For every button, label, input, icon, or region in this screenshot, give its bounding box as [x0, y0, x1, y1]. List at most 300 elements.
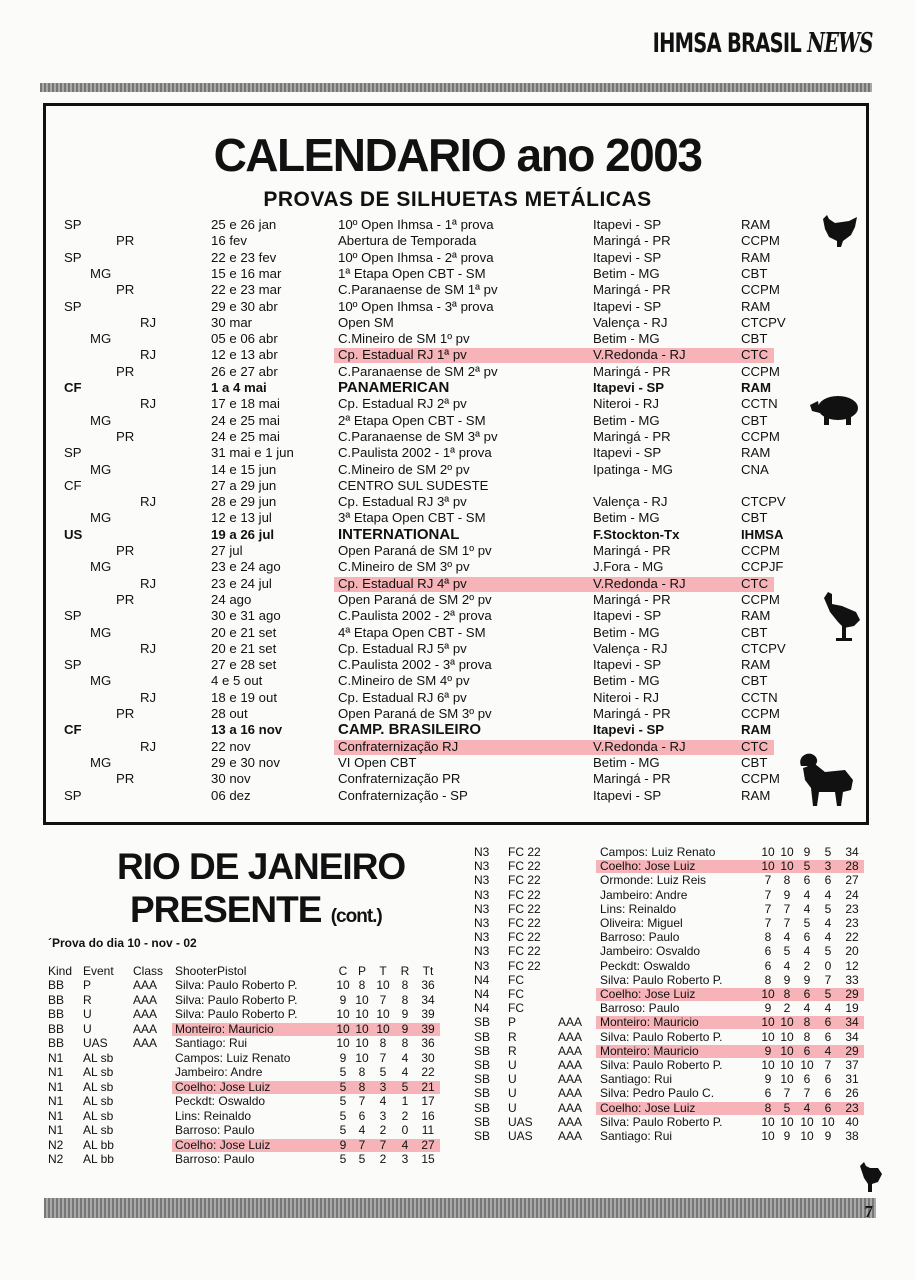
- result-event: FC 22: [508, 845, 541, 859]
- result-c: 10: [336, 1021, 350, 1036]
- result-kind: SB: [474, 1029, 491, 1044]
- calendar-date: 29 e 30 nov: [211, 754, 280, 770]
- result-row: [474, 959, 894, 974]
- result-tt: 36: [421, 1036, 435, 1050]
- result-t: 2: [379, 1123, 387, 1137]
- result-event: UAS: [508, 1114, 533, 1129]
- result-r: 6: [824, 873, 832, 888]
- calendar-event: 3ª Etapa Open CBT - SM: [338, 510, 486, 526]
- calendar-club: IHMSA: [741, 526, 784, 542]
- result-row: [474, 944, 894, 959]
- result-shooter: Oliveira: Miguel: [600, 916, 683, 930]
- result-r: 4: [401, 1065, 409, 1079]
- result-c: 7: [764, 873, 772, 888]
- calendar-location: Itapevi - SP: [593, 787, 662, 803]
- result-tt: 28: [845, 859, 859, 874]
- result-shooter: Coelho: Jose Luiz: [175, 1079, 271, 1094]
- calendar-club: CNA: [741, 461, 769, 477]
- result-row: [474, 1101, 894, 1116]
- calendar-event: Open SM: [338, 314, 394, 330]
- result-p: 7: [358, 1094, 366, 1108]
- result-shooter: Lins: Reinaldo: [175, 1108, 252, 1123]
- result-shooter: Ormonde: Luiz Reis: [600, 873, 707, 888]
- calendar-event: C.Paulista 2002 - 3ª prova: [338, 657, 492, 673]
- calendar-date: 30 nov: [211, 771, 251, 787]
- result-r: 6: [824, 1086, 832, 1101]
- result-event: AL sb: [83, 1108, 114, 1123]
- calendar-state: SP: [64, 608, 82, 624]
- calendar-date: 18 e 19 out: [211, 689, 277, 705]
- calendar-club: RAM: [741, 249, 771, 265]
- result-kind: SB: [474, 1015, 491, 1030]
- result-shooter: Lins: Reinaldo: [600, 901, 677, 916]
- result-t: 3: [379, 1108, 387, 1123]
- calendar-state: SP: [64, 787, 82, 803]
- result-r: 5: [824, 901, 832, 916]
- result-shooter: Silva: Pedro Paulo C.: [600, 1086, 715, 1101]
- calendar-state: RJ: [140, 396, 157, 412]
- result-r: 2: [401, 1108, 409, 1123]
- calendar-row: [48, 673, 858, 689]
- calendar-location: Itapevi - SP: [593, 298, 662, 314]
- result-tt: 12: [845, 958, 859, 973]
- calendar-club: CCPM: [741, 706, 780, 721]
- calendar-location: V.Redonda - RJ: [593, 575, 686, 591]
- result-c: 7: [764, 901, 772, 916]
- result-t: 6: [803, 1072, 811, 1087]
- result-row: [48, 1051, 468, 1066]
- calendar-row: [48, 771, 858, 787]
- calendar-row: [48, 543, 858, 559]
- result-r: 3: [824, 859, 832, 874]
- calendar-state: RJ: [140, 494, 157, 510]
- result-row: [474, 1015, 894, 1030]
- result-p: 10: [780, 1015, 794, 1030]
- calendar-club: CTCPV: [741, 640, 786, 656]
- result-tt: 38: [845, 1129, 859, 1143]
- result-event: FC 22: [508, 887, 541, 902]
- calendar-date: 28 e 29 jun: [211, 494, 277, 510]
- result-t: 3: [379, 1079, 387, 1094]
- calendar-row: [48, 364, 858, 380]
- calendar-date: 23 e 24 ago: [211, 559, 281, 575]
- calendar-row: [48, 217, 858, 233]
- calendar-row: [48, 706, 858, 722]
- calendar-state: MG: [90, 265, 112, 281]
- result-r: 4: [824, 930, 832, 945]
- calendar-event: Open Paraná de SM 2º pv: [338, 591, 492, 607]
- result-c: 10: [761, 1029, 775, 1044]
- result-event: FC: [508, 972, 524, 987]
- result-c: 8: [764, 1100, 772, 1115]
- calendar-date: 31 mai e 1 jun: [211, 445, 294, 461]
- result-p: 10: [780, 859, 794, 874]
- calendar-location: Betim - MG: [593, 510, 660, 526]
- result-c: 5: [339, 1152, 347, 1166]
- result-shooter: Jambeiro: Andre: [600, 887, 688, 902]
- masthead: [653, 28, 873, 59]
- result-kind: N1: [48, 1094, 64, 1108]
- calendar-state: MG: [90, 412, 112, 428]
- result-t: 4: [803, 887, 811, 902]
- calendar-club: CCPM: [741, 591, 780, 607]
- result-c: 10: [336, 978, 350, 992]
- header-class: Class: [133, 964, 164, 978]
- calendar-event: C.Paulista 2002 - 2ª prova: [338, 608, 492, 624]
- result-p: 8: [358, 1065, 366, 1079]
- result-t: 2: [803, 958, 811, 973]
- calendar-event: C.Mineiro de SM 4º pv: [338, 673, 470, 689]
- rio-title-presente: PRESENTE: [130, 889, 322, 930]
- calendar-state: CF: [64, 477, 82, 493]
- result-c: 10: [761, 1015, 775, 1030]
- calendar-row: [48, 315, 858, 331]
- result-r: 1: [401, 1094, 409, 1108]
- result-r: 8: [401, 978, 409, 992]
- calendar-row: [48, 657, 858, 673]
- result-row: [48, 1065, 468, 1080]
- header-t: T: [379, 964, 387, 978]
- result-shooter: Barroso: Paulo: [600, 930, 680, 945]
- calendar-state: SP: [64, 445, 82, 461]
- result-row: [474, 987, 894, 1002]
- calendar-event: 10º Open Ihmsa - 2ª prova: [338, 249, 494, 265]
- result-event: U: [83, 1007, 92, 1021]
- result-kind: BB: [48, 1007, 65, 1021]
- calendar-row: [48, 625, 858, 641]
- result-t: 7: [379, 992, 387, 1007]
- result-r: 5: [824, 987, 832, 1001]
- calendar-location: Betim - MG: [593, 412, 660, 428]
- result-r: 4: [824, 887, 832, 902]
- result-kind: N1: [48, 1123, 64, 1137]
- calendar-event: Confraternização PR: [338, 771, 461, 787]
- calendar-state: PR: [116, 428, 135, 444]
- result-t: 4: [803, 944, 811, 959]
- result-r: 9: [401, 1007, 409, 1021]
- result-p: 7: [783, 901, 791, 916]
- calendar-location: Betim - MG: [593, 624, 660, 640]
- result-p: 7: [783, 916, 791, 930]
- result-shooter: Santiago: Rui: [600, 1129, 673, 1143]
- calendar-date: 30 e 31 ago: [211, 608, 281, 624]
- turkey-silhouette-icon: [818, 588, 864, 642]
- calendar-row: [48, 233, 858, 249]
- calendar-row: [48, 413, 858, 429]
- header-shooter: ShooterPistol: [175, 964, 247, 978]
- result-kind: BB: [48, 992, 65, 1007]
- result-kind: N4: [474, 1001, 490, 1016]
- result-row: [474, 1072, 894, 1087]
- calendar-date: 29 e 30 abr: [211, 298, 278, 314]
- result-class: AAA: [558, 1072, 583, 1087]
- calendar-date: 24 e 25 mai: [211, 412, 280, 428]
- result-kind: N3: [474, 845, 490, 859]
- result-tt: 39: [421, 1007, 435, 1021]
- result-row: [474, 888, 894, 903]
- calendar-location: Maringá - PR: [593, 543, 671, 558]
- calendar-location: F.Stockton-Tx: [593, 526, 680, 542]
- result-c: 9: [339, 1050, 347, 1065]
- result-tt: 34: [845, 1029, 859, 1044]
- result-t: 7: [379, 1137, 387, 1152]
- chicken-silhouette-icon: [815, 213, 859, 249]
- result-row: [48, 1152, 468, 1167]
- result-kind: N1: [48, 1079, 64, 1094]
- calendar-club: CTC: [741, 738, 769, 754]
- result-p: 10: [780, 1029, 794, 1044]
- result-kind: N2: [48, 1137, 64, 1152]
- result-p: 10: [780, 1072, 794, 1087]
- result-t: 6: [803, 987, 811, 1001]
- calendar-club: CBT: [741, 265, 768, 281]
- calendar-date: 4 e 5 out: [211, 673, 263, 689]
- result-r: 4: [401, 1137, 409, 1152]
- result-tt: 23: [845, 916, 859, 930]
- result-t: 9: [803, 845, 811, 859]
- result-tt: 40: [845, 1114, 859, 1129]
- result-c: 6: [764, 1086, 772, 1101]
- result-kind: N3: [474, 859, 490, 874]
- result-class: AAA: [558, 1015, 583, 1030]
- result-t: 10: [376, 1007, 390, 1021]
- calendar-location: Itapevi - SP: [593, 380, 665, 395]
- result-row: [48, 1036, 468, 1051]
- calendar-date: 1 a 4 mai: [211, 380, 267, 395]
- calendar-event: C.Paranaense de SM 2ª pv: [338, 363, 498, 379]
- result-shooter: Coelho: Jose Luiz: [600, 987, 696, 1001]
- calendar-event: C.Mineiro de SM 1º pv: [338, 331, 470, 347]
- calendar-date: 24 ago: [211, 591, 252, 607]
- result-t: 10: [800, 1129, 814, 1143]
- result-c: 9: [764, 1043, 772, 1058]
- calendar-row: [48, 266, 858, 282]
- result-row: [474, 1058, 894, 1073]
- result-t: 5: [803, 859, 811, 874]
- calendar-state: RJ: [140, 689, 157, 705]
- calendar-state: MG: [90, 331, 112, 347]
- header-p: P: [357, 964, 366, 978]
- result-c: 7: [764, 916, 772, 930]
- calendar-state: PR: [116, 591, 135, 607]
- calendar-date: 19 a 26 jul: [211, 526, 275, 542]
- result-p: 5: [358, 1152, 366, 1166]
- calendar-state: RJ: [140, 738, 157, 754]
- calendar-club: RAM: [741, 445, 771, 461]
- calendar-location: Itapevi - SP: [593, 722, 665, 738]
- result-t: 8: [379, 1036, 387, 1050]
- result-shooter: Silva: Paulo Roberto P.: [600, 1114, 723, 1129]
- result-row: [474, 845, 894, 860]
- result-class: AAA: [558, 1029, 583, 1044]
- calendar-event: 1ª Etapa Open CBT - SM: [338, 265, 486, 281]
- calendar-club: RAM: [741, 380, 772, 395]
- result-kind: SB: [474, 1072, 491, 1087]
- result-c: 9: [339, 1137, 347, 1152]
- calendar-club: CTC: [741, 347, 769, 363]
- result-row: [474, 973, 894, 988]
- calendar-date: 13 a 16 nov: [211, 722, 283, 738]
- result-event: FC 22: [508, 930, 541, 945]
- result-tt: 22: [845, 930, 859, 945]
- result-t: 2: [379, 1152, 387, 1166]
- result-tt: 30: [421, 1050, 435, 1065]
- calendar-location: Valença - RJ: [593, 640, 668, 656]
- calendar-date: 30 mar: [211, 314, 253, 330]
- calendar-event: Abertura de Temporada: [338, 233, 477, 249]
- result-c: 5: [339, 1065, 347, 1079]
- calendar-state: MG: [90, 624, 112, 640]
- calendar-club: CCPM: [741, 428, 780, 444]
- calendar-event: C.Paranaense de SM 3ª pv: [338, 428, 498, 444]
- result-p: 8: [358, 1079, 366, 1094]
- calendar-event: Cp. Estadual RJ 6ª pv: [338, 689, 467, 705]
- result-t: 7: [803, 1086, 811, 1101]
- result-row: [474, 1129, 894, 1144]
- result-r: 5: [401, 1079, 409, 1094]
- result-c: 6: [764, 944, 772, 959]
- result-c: 6: [764, 958, 772, 973]
- calendar-state: RJ: [140, 640, 157, 656]
- result-shooter: Jambeiro: Osvaldo: [600, 944, 701, 959]
- result-r: 4: [824, 1001, 832, 1016]
- result-kind: SB: [474, 1043, 491, 1058]
- calendar-state: RJ: [140, 347, 157, 363]
- result-c: 10: [336, 1036, 350, 1050]
- result-t: 10: [376, 978, 390, 992]
- result-kind: N4: [474, 972, 490, 987]
- result-tt: 17: [421, 1094, 435, 1108]
- result-tt: 33: [845, 972, 859, 987]
- result-tt: 34: [845, 1015, 859, 1030]
- result-shooter: Barroso: Paulo: [175, 1152, 255, 1166]
- result-kind: N2: [48, 1152, 64, 1166]
- calendar-location: Itapevi - SP: [593, 249, 662, 265]
- result-p: 5: [783, 1100, 791, 1115]
- result-c: 10: [761, 1058, 775, 1072]
- result-p: 10: [780, 1043, 794, 1058]
- calendar-row: [48, 608, 858, 624]
- calendar-row: [48, 592, 858, 608]
- calendar-club: RAM: [741, 608, 771, 624]
- result-t: 7: [379, 1050, 387, 1065]
- result-c: 7: [764, 887, 772, 902]
- result-kind: N3: [474, 873, 490, 888]
- result-t: 10: [800, 1114, 814, 1129]
- results-header: [48, 964, 448, 979]
- result-p: 10: [355, 1021, 369, 1036]
- result-t: 9: [803, 972, 811, 987]
- calendar-club: CCPM: [741, 282, 780, 298]
- header-kind: Kind: [48, 964, 73, 978]
- calendar-club: CCTN: [741, 396, 778, 412]
- result-class: AAA: [558, 1043, 583, 1058]
- result-tt: 16: [421, 1108, 435, 1123]
- header-tt: Tt: [422, 964, 434, 978]
- result-tt: 29: [845, 1043, 859, 1058]
- result-event: U: [508, 1058, 517, 1072]
- calendar-event: CAMP. BRASILEIRO: [338, 721, 482, 739]
- result-tt: 27: [845, 873, 859, 888]
- result-kind: N1: [48, 1050, 64, 1065]
- result-event: FC 22: [508, 944, 541, 959]
- calendar-location: Betim - MG: [593, 331, 660, 347]
- result-tt: 11: [421, 1123, 435, 1137]
- result-row: [474, 916, 894, 931]
- calendar-row: [48, 396, 858, 412]
- result-t: 8: [803, 1015, 811, 1030]
- rio-title-line2: [130, 889, 382, 931]
- result-kind: BB: [48, 1036, 65, 1050]
- result-shooter: Santiago: Rui: [175, 1036, 248, 1050]
- result-tt: 21: [421, 1079, 435, 1094]
- result-r: 10: [821, 1114, 835, 1129]
- result-kind: N3: [474, 958, 490, 973]
- result-class: AAA: [133, 978, 158, 992]
- calendar-state: SP: [64, 298, 82, 314]
- result-t: 6: [803, 1043, 811, 1058]
- result-t: 10: [376, 1021, 390, 1036]
- result-row: [48, 1007, 468, 1022]
- calendar-state: PR: [116, 363, 135, 379]
- result-event: FC 22: [508, 958, 541, 973]
- calendar-club: CCPM: [741, 233, 780, 249]
- result-shooter: Santiago: Rui: [600, 1072, 673, 1087]
- calendar-state: PR: [116, 543, 135, 558]
- calendar-event: PANAMERICAN: [338, 379, 450, 396]
- masthead-news: NEWS: [807, 28, 873, 59]
- result-event: AL sb: [83, 1050, 114, 1065]
- result-tt: 27: [421, 1137, 435, 1152]
- result-shooter: Silva: Paulo Roberto P.: [175, 1007, 298, 1021]
- result-c: 8: [764, 972, 772, 987]
- result-p: 10: [355, 992, 369, 1007]
- result-r: 5: [824, 845, 832, 859]
- result-event: FC 22: [508, 901, 541, 916]
- calendar-event: Cp. Estadual RJ 2ª pv: [338, 396, 467, 412]
- result-t: 4: [803, 1001, 811, 1016]
- calendar-club: CBT: [741, 331, 768, 347]
- calendar-state: PR: [116, 282, 135, 298]
- result-p: 6: [358, 1108, 366, 1123]
- result-r: 7: [824, 972, 832, 987]
- result-p: 7: [358, 1137, 366, 1152]
- result-class: AAA: [133, 992, 158, 1007]
- result-event: R: [83, 992, 92, 1007]
- result-class: AAA: [558, 1114, 583, 1129]
- calendar-location: J.Fora - MG: [593, 559, 664, 575]
- result-tt: 20: [845, 944, 859, 959]
- result-c: 5: [339, 1079, 347, 1094]
- result-shooter: Peckdt: Oswaldo: [600, 958, 691, 973]
- result-row: [48, 1080, 468, 1095]
- result-p: 4: [783, 930, 791, 945]
- result-p: 2: [783, 1001, 791, 1016]
- result-t: 10: [800, 1058, 814, 1072]
- result-event: AL sb: [83, 1094, 114, 1108]
- calendar-state: MG: [90, 559, 112, 575]
- result-row: [48, 1109, 468, 1124]
- result-tt: 29: [845, 987, 859, 1001]
- calendar-row: [48, 576, 858, 592]
- result-shooter: Coelho: Jose Luiz: [175, 1137, 271, 1152]
- calendar-date: 14 e 15 jun: [211, 461, 277, 477]
- result-c: 10: [761, 1129, 775, 1143]
- result-kind: N3: [474, 901, 490, 916]
- result-class: AAA: [133, 1036, 158, 1050]
- result-c: 9: [764, 1001, 772, 1016]
- calendar-club: CBT: [741, 412, 768, 428]
